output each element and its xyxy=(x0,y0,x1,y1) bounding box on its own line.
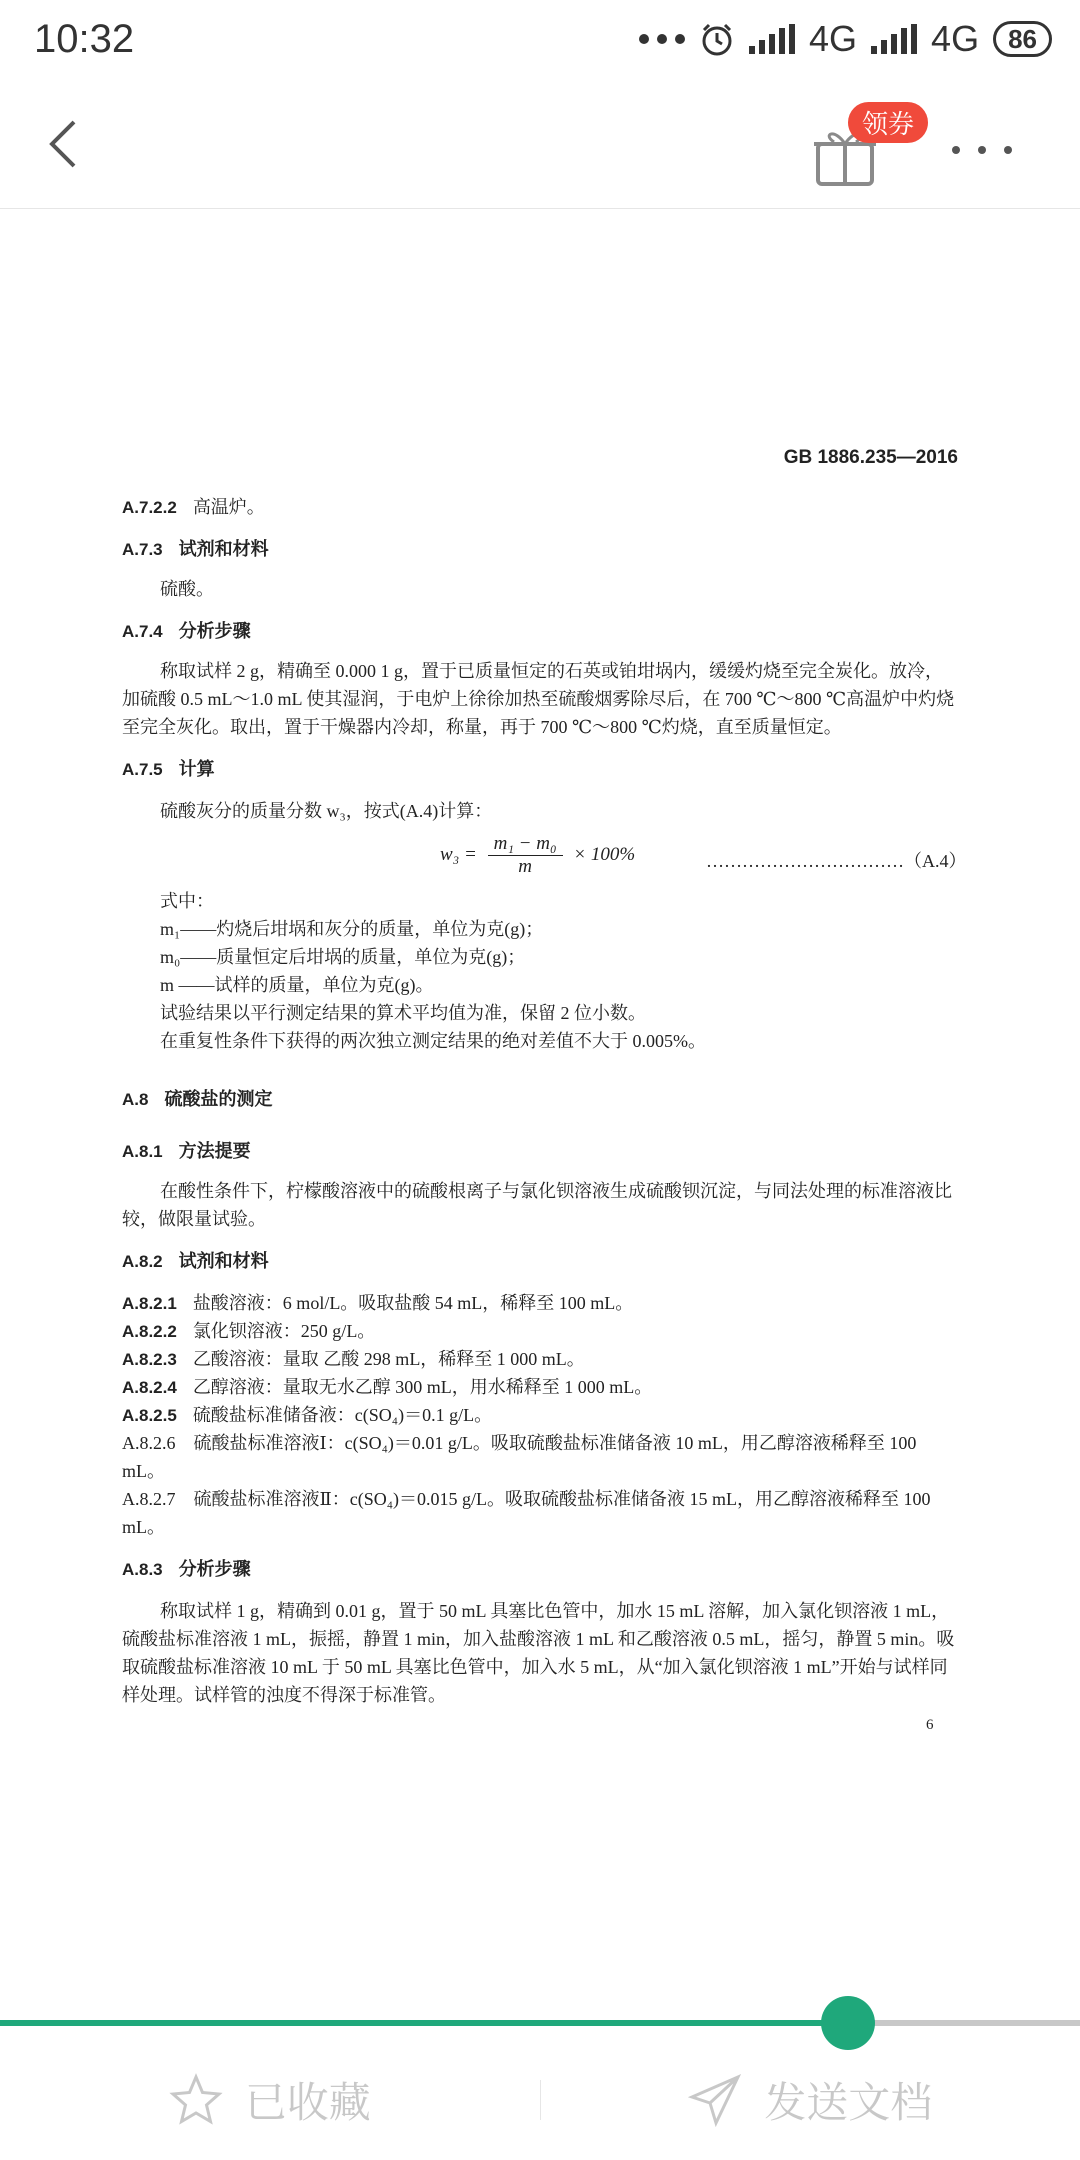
battery-indicator: 86 xyxy=(993,21,1052,57)
more-notifications-icon xyxy=(639,34,685,44)
section-heading xyxy=(122,535,269,561)
formula-rhs: × 100% xyxy=(573,843,636,865)
section-number: A.8.3 xyxy=(122,1560,163,1579)
paragraph: 硫酸灰分的质量分数 w₃，按式(A.4)计算： xyxy=(160,801,493,821)
reading-progress-track[interactable] xyxy=(0,2020,1080,2026)
paragraph: m₁——灼烧后坩埚和灰分的质量，单位为克(g)； xyxy=(160,919,544,939)
section-text: 方法提要 xyxy=(178,1141,251,1161)
section-heading xyxy=(122,1373,652,1399)
formula-fraction xyxy=(488,833,563,878)
more-options-icon[interactable] xyxy=(952,130,1028,170)
formula-denominator: m xyxy=(518,856,532,877)
section-number: A.8 xyxy=(122,1090,149,1109)
section-text: 硫酸盐标准储备液：c(SO₄)＝0.1 g/L。 xyxy=(192,1405,493,1425)
section-number: A.8.2.4 xyxy=(122,1378,177,1397)
section-text: 计算 xyxy=(178,759,215,779)
status-time: 10:32 xyxy=(34,16,135,61)
section-number: A.8.2.5 xyxy=(122,1406,177,1425)
paragraph: 在酸性条件下，柠檬酸溶液中的硫酸根离子与氯化钡溶液生成硫酸钡沉淀，与同法处理的标准溶液比较，做限量试验。 xyxy=(122,1181,952,1229)
paragraph: A.8.2.7 硫酸盐标准溶液Ⅱ：c(SO₄)＝0.015 g/L。吸取硫酸盐标准储备液 15 mL，用乙醇溶液稀释至 100 mL。 xyxy=(122,1489,931,1537)
paragraph: 式中： xyxy=(160,891,214,911)
standard-number: GB 1886.235—2016 xyxy=(783,447,958,468)
section-text: 试剂和材料 xyxy=(178,1251,269,1271)
document-page xyxy=(0,209,1080,1989)
section-heading xyxy=(122,1137,251,1163)
section-text: 试剂和材料 xyxy=(178,539,269,559)
section-heading xyxy=(122,755,215,781)
favorite-button[interactable] xyxy=(0,2040,540,2160)
section-heading xyxy=(122,1345,585,1371)
paragraph: 硫酸。 xyxy=(160,579,214,599)
alarm-icon xyxy=(699,21,735,57)
star-icon xyxy=(169,2073,223,2127)
paragraph: 在重复性条件下获得的两次独立测定结果的绝对差值不大于 0.005%。 xyxy=(160,1031,706,1051)
formula-ref: ……………………………（A.4） xyxy=(706,851,967,871)
section-text: 分析步骤 xyxy=(178,621,251,641)
paragraph: A.8.2.6 硫酸盐标准溶液Ⅰ：c(SO₄)＝0.01 g/L。吸取硫酸盐标准储备液 10 mL，用乙醇溶液稀释至 100 mL。 xyxy=(122,1433,917,1481)
section-heading xyxy=(122,1555,251,1581)
send-icon xyxy=(688,2073,742,2127)
section-heading xyxy=(122,617,251,643)
bottom-bar xyxy=(0,2040,1080,2160)
section-number: A.8.2.3 xyxy=(122,1350,177,1369)
section-number: A.7.2.2 xyxy=(122,498,177,517)
back-arrow-icon[interactable] xyxy=(36,114,96,174)
section-heading xyxy=(122,493,265,519)
favorite-label: 已收藏 xyxy=(244,2079,371,2126)
section-heading xyxy=(122,1401,492,1427)
formula-a4 xyxy=(440,833,635,878)
section-number: A.8.2.2 xyxy=(122,1322,177,1341)
paragraph: 称取试样 1 g，精确到 0.01 g，置于 50 mL 具塞比色管中，加水 15 mL 溶解，加入氯化钡溶液 1 mL，硫酸盐标准溶液 1 mL，振摇，静置 1 min，加入盐酸溶液 1 mL 和乙酸溶液 0.5 mL，摇匀，静置 5 min。吸取硫酸盐标准溶液 10 mL 于 50 mL 具塞比色管中，加入水 5 mL，从“加入氯化钡溶液 1 mL”开始与试样同样处理。试样管的浊度不得深于标准管。 xyxy=(122,1601,955,1705)
network-type-2: 4G xyxy=(931,18,980,59)
coupon-badge[interactable]: 领券 xyxy=(848,102,928,143)
paragraph: m₀——质量恒定后坩埚的质量，单位为克(g)； xyxy=(160,947,526,967)
network-type-1: 4G xyxy=(809,18,858,59)
section-text: 盐酸溶液：6 mol/L。吸取盐酸 54 mL，稀释至 100 mL。 xyxy=(192,1293,634,1313)
paragraph: 称取试样 2 g，精确至 0.000 1 g，置于已质量恒定的石英或铂坩埚内，缓缓灼烧至完全炭化。放冷，加硫酸 0.5 mL～1.0 mL 使其湿润，于电炉上徐徐加热至硫酸烟雾除尽后，在 700 ℃～800 ℃高温炉中灼烧至完全灰化。取出，置于干燥器内冷却，称量，再于 700 ℃～800 ℃灼烧，直至质量恒定。 xyxy=(122,661,955,737)
section-heading xyxy=(122,1289,633,1315)
section-heading xyxy=(122,1247,269,1273)
send-label: 发送文档 xyxy=(764,2079,933,2126)
section-number: A.7.4 xyxy=(122,622,163,641)
status-bar xyxy=(0,0,1080,78)
formula-numerator: m₁ − m₀ xyxy=(488,833,563,856)
section-text: 硫酸盐的测定 xyxy=(164,1089,273,1109)
section-text: 氯化钡溶液：250 g/L。 xyxy=(192,1321,376,1341)
section-number: A.7.5 xyxy=(122,760,163,779)
formula-lhs: w₃ = xyxy=(440,843,477,865)
top-bar xyxy=(0,78,1080,209)
signal-icon xyxy=(749,24,795,54)
section-number: A.8.2 xyxy=(122,1252,163,1271)
section-number: A.7.3 xyxy=(122,540,163,559)
section-number: A.8.1 xyxy=(122,1142,163,1161)
section-text: 分析步骤 xyxy=(178,1559,251,1579)
section-text: 高温炉。 xyxy=(192,497,265,517)
send-document-button[interactable] xyxy=(541,2040,1080,2160)
paragraph: m ——试样的质量，单位为克(g)。 xyxy=(160,975,434,995)
signal-icon-2 xyxy=(871,24,917,54)
reading-progress-fill xyxy=(0,2020,848,2026)
section-text: 乙酸溶液：量取 乙酸 298 mL，稀释至 1 000 mL。 xyxy=(192,1349,585,1369)
section-heading xyxy=(122,1317,375,1343)
section-text: 乙醇溶液：量取无水乙醇 300 mL，用水稀释至 1 000 mL。 xyxy=(192,1377,653,1397)
paragraph: 试验结果以平行测定结果的算术平均值为准，保留 2 位小数。 xyxy=(160,1003,646,1023)
section-heading xyxy=(122,1085,272,1111)
section-number: A.8.2.1 xyxy=(122,1294,177,1313)
page-number: 6 xyxy=(926,1717,934,1733)
